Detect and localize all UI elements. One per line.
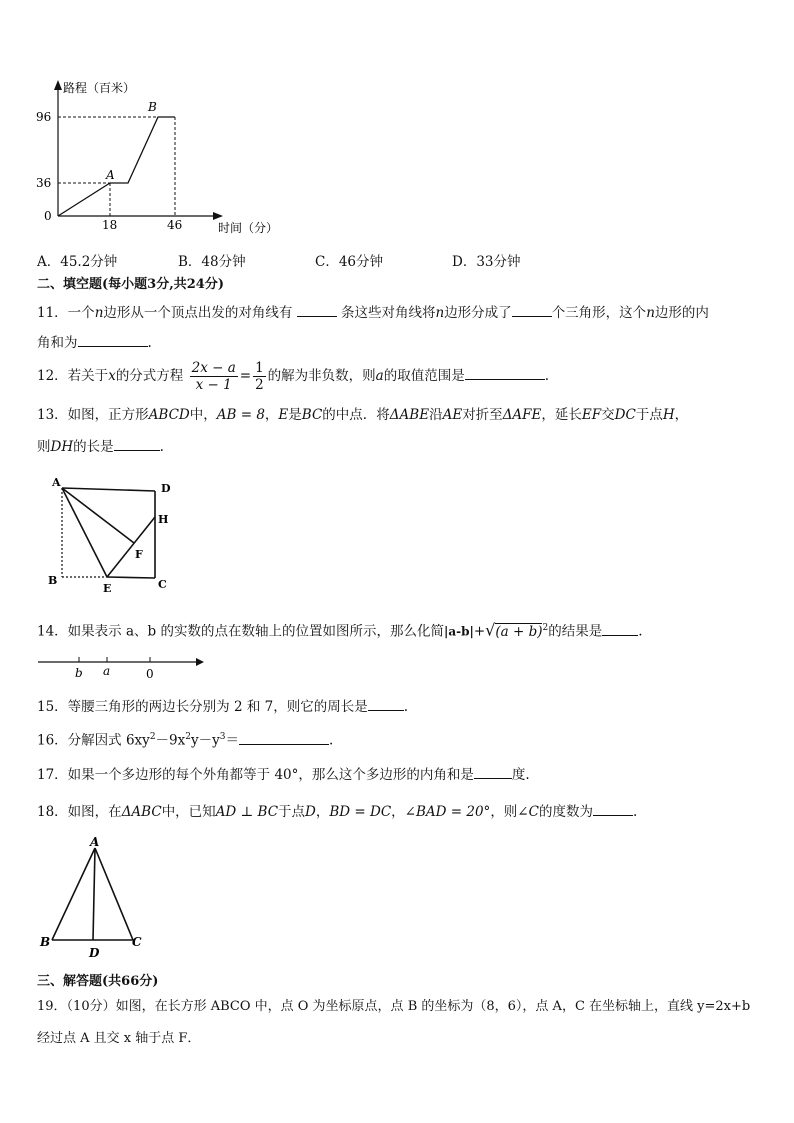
q11-blank-3[interactable]: [78, 332, 148, 347]
y-tick-36: 36: [36, 176, 52, 190]
segment-ec: [107, 577, 155, 578]
q13-line2: 则DH的长是 .: [37, 436, 164, 456]
label-d: D: [161, 482, 171, 495]
q14-line: 14．如果表示 a、b 的实数的点在数轴上的位置如图所示，那么化简$|a-b|+√(a + b)^2$的结果是 .: [37, 620, 643, 640]
q13-blank[interactable]: [114, 436, 160, 451]
x-tick-18: 18: [102, 218, 118, 232]
q19-line2: 经过点 A 且交 x 轴于点 F．: [37, 1031, 201, 1046]
altitude-ad: [93, 848, 95, 940]
q17-blank[interactable]: [474, 764, 512, 779]
label-a: A: [52, 476, 61, 489]
x-axis-label: 时间（分）: [218, 221, 279, 235]
point-a-label: A: [106, 168, 115, 182]
q14-number-line: [36, 652, 211, 682]
q16-blank[interactable]: [239, 730, 329, 745]
q14-blank[interactable]: [602, 621, 638, 636]
x-axis-arrow: [213, 212, 223, 220]
axis-label-0: 0: [146, 667, 154, 681]
section3-title: 三、解答题(共66分): [37, 974, 159, 989]
label-f: F: [135, 548, 143, 561]
q11-blank-2[interactable]: [512, 302, 552, 317]
number-axis-arrow: [196, 658, 204, 666]
q11-line1: 11．一个n边形从一个顶点出发的对角线有 条这些对角线将n边形分成了 个三角形，这个n边形的内: [37, 302, 709, 322]
q12-blank[interactable]: [465, 365, 545, 380]
choice-b: B．48分钟: [178, 254, 246, 270]
q18-triangle-figure: [38, 832, 158, 962]
label-a: A: [90, 835, 100, 849]
q15-blank[interactable]: [368, 696, 404, 711]
y-axis-label: 路程（百米）: [63, 81, 136, 95]
side-ab: [52, 848, 95, 940]
q11-blank-1[interactable]: [297, 302, 337, 317]
label-b: B: [40, 935, 51, 949]
q19-line1: 19．（10分）如图，在长方形 ABCO 中，点 O 为坐标原点，点 B 的坐标为（8，6），点 A，C 在坐标轴上，直线 y=2x+b: [37, 999, 751, 1014]
label-c: C: [132, 935, 142, 949]
label-h: H: [158, 513, 169, 526]
choice-a: A．45.2分钟: [37, 254, 118, 270]
segment-ae: [62, 488, 107, 577]
choice-c: C．46分钟: [315, 254, 384, 270]
axis-label-a: a: [103, 664, 111, 678]
distance-time-graph: [30, 70, 290, 240]
side-ad: [62, 488, 155, 491]
q12-line: 12．若关于x的分式方程 $\frac{2x - a}{x - 1}$ = $\frac{1}{2}$ 的解为非负数，则a的取值范围是 .: [37, 360, 550, 393]
label-d: D: [89, 946, 100, 960]
label-e: E: [103, 582, 112, 595]
axis-label-b: b: [75, 666, 83, 680]
q16-line: 16．分解因式 $6xy^2-9x^2y-y^3=$ .: [37, 728, 333, 750]
q13-square-figure: [40, 470, 180, 595]
q12-fraction-1: $\frac{2x - a}{x - 1}$: [191, 360, 236, 393]
q17-line: 17．如果一个多边形的每个外角都等于 40°，那么这个多边形的内角和是 度.: [37, 764, 530, 784]
q11-line2: 角和为 .: [37, 332, 152, 352]
q15-line: 15．等腰三角形的两边长分别为 2 和 7，则它的周长是 .: [37, 696, 408, 716]
q18-blank[interactable]: [593, 801, 633, 816]
q13-line1: 13．如图，正方形ABCD中，AB = 8，E是BC的中点．将ΔABE沿AE对折至ΔAFE，延长EF交DC于点H，: [37, 407, 689, 423]
q18-line: 18．如图，在ΔABC中，已知AD ⊥ BC于点D，BD = DC，∠BAD = 20°，则∠C的度数为 .: [37, 801, 637, 821]
choice-d: D．33分钟: [452, 254, 521, 270]
q12-fraction-2: $\frac{1}{2}$: [255, 360, 264, 393]
side-ac: [95, 848, 133, 940]
segment-af: [62, 488, 134, 543]
origin-label: 0: [44, 209, 52, 223]
label-c: C: [158, 578, 167, 591]
section2-title: 二、填空题(每小题3分,共24分): [37, 277, 224, 292]
x-tick-46: 46: [167, 218, 183, 232]
segment-eh: [107, 517, 155, 577]
y-axis-arrow: [54, 80, 62, 90]
sqrt-symbol: √: [485, 620, 496, 640]
y-tick-96: 96: [36, 110, 52, 124]
label-b: B: [48, 574, 58, 587]
point-b-label: B: [148, 100, 157, 114]
distance-time-line: [58, 117, 175, 216]
